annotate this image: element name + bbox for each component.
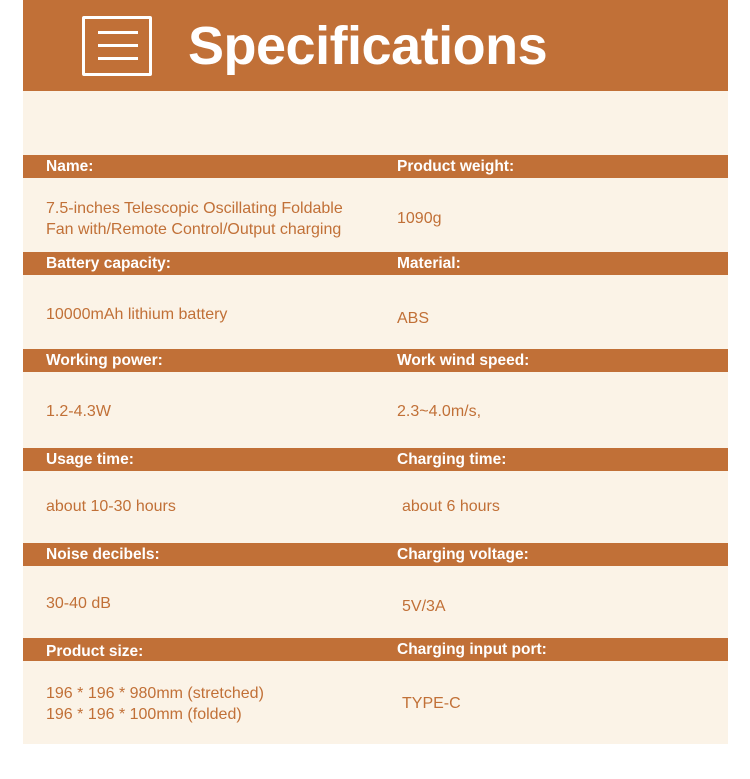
spec-value-weight: 1090g: [397, 210, 442, 227]
spec-value-usage-time: about 10-30 hours: [46, 498, 176, 515]
specs-panel: [23, 0, 728, 744]
spec-value-power: 1.2-4.3W: [46, 403, 111, 420]
spec-label-noise: Noise decibels:: [46, 546, 160, 563]
spec-label-material: Material:: [397, 255, 461, 272]
spec-value-name-line1: 7.5-inches Telescopic Oscillating Foldable: [46, 200, 343, 217]
spec-value-battery: 10000mAh lithium battery: [46, 306, 228, 323]
page-title: Specifications: [188, 16, 548, 76]
spec-value-charging-voltage: 5V/3A: [402, 598, 446, 615]
spec-value-material: ABS: [397, 310, 430, 327]
spec-label-name: Name:: [46, 158, 94, 175]
spec-label-weight: Product weight:: [397, 158, 515, 175]
spec-value-size-folded: 196 * 196 * 100mm (folded): [46, 706, 242, 723]
spec-label-size: Product size:: [46, 643, 144, 660]
menu-icon: [82, 16, 152, 76]
spec-row-header: [23, 155, 728, 178]
spec-label-battery: Battery capacity:: [46, 255, 171, 272]
spec-value-noise: 30-40 dB: [46, 595, 111, 612]
spec-value-charging-time: about 6 hours: [402, 498, 500, 515]
spec-label-charging-voltage: Charging voltage:: [397, 546, 529, 563]
spec-value-name-line2: Fan with/Remote Control/Output charging: [46, 221, 342, 238]
spec-value-input-port: TYPE-C: [402, 695, 461, 712]
spec-label-charging-time: Charging time:: [397, 451, 507, 468]
spec-label-power: Working power:: [46, 352, 163, 369]
spec-label-wind-speed: Work wind speed:: [397, 352, 530, 369]
spec-label-usage-time: Usage time:: [46, 451, 134, 468]
spec-label-input-port: Charging input port:: [397, 641, 547, 658]
spec-value-wind-speed: 2.3~4.0m/s,: [397, 403, 482, 420]
spec-value-size-stretched: 196 * 196 * 980mm (stretched): [46, 685, 264, 702]
